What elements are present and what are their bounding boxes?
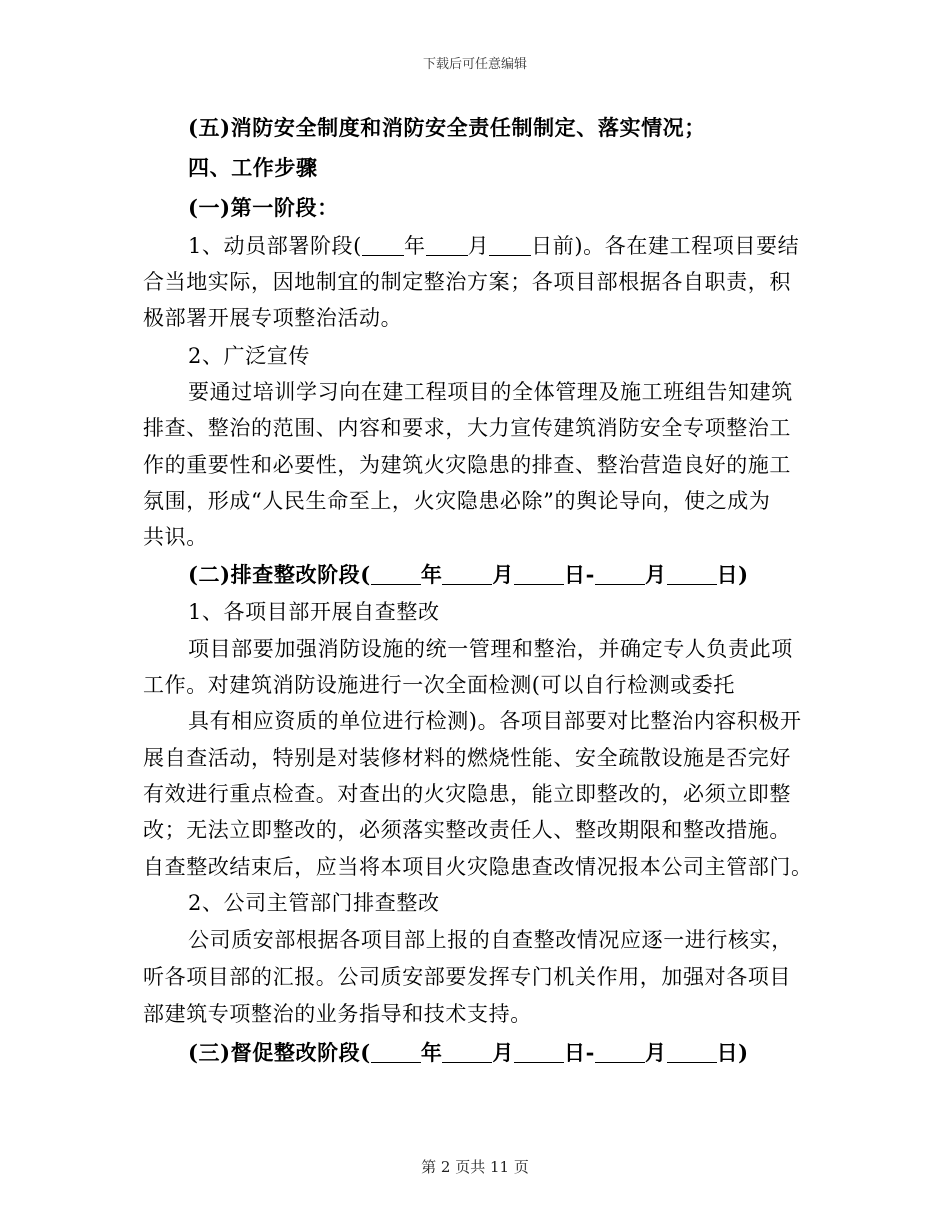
paragraph-line: [188, 230, 799, 260]
paragraph-line: 项目部要加强消防设施的统一管理和整治，并确定专人负责此项: [188, 637, 793, 661]
blank-field: [595, 563, 645, 585]
blank-field: [489, 234, 531, 256]
blank-field: [514, 1041, 564, 1063]
paragraph-line: 要通过培训学习向在建工程项目的全体管理及施工班组告知建筑: [188, 380, 793, 404]
text-fragment: 月: [492, 562, 515, 587]
paragraph-line: 排查、整治的范围、内容和要求，大力宣传建筑消防安全专项整治工: [143, 416, 791, 440]
text-fragment: 日前)。各在建工程项目要结: [531, 234, 800, 258]
blank-field: [595, 1041, 645, 1063]
text-fragment: (三)督促整改阶段(: [188, 1040, 371, 1065]
text-fragment: 日): [716, 1040, 749, 1065]
text-fragment: 日): [716, 562, 749, 587]
blank-field: [442, 563, 492, 585]
paragraph-heading: 1、各项目部开展自查整改: [188, 600, 440, 624]
subsection-heading: (一)第一阶段：: [188, 195, 339, 220]
text-fragment: 年: [420, 562, 443, 587]
paragraph-line: 公司质安部根据各项目部上报的自查整改情况应逐一进行核实，: [188, 928, 793, 952]
paragraph-line: 有效进行重点检查。对查出的火灾隐患，能立即整改的，必须立即整: [143, 782, 791, 806]
text-fragment: 年: [420, 1040, 443, 1065]
blank-field: [514, 563, 564, 585]
text-fragment: 月: [644, 1040, 667, 1065]
section-heading: 四、工作步骤: [188, 155, 318, 180]
blank-field: [667, 563, 717, 585]
blank-field: [426, 234, 468, 256]
blank-field: [371, 563, 421, 585]
blank-field: [442, 1041, 492, 1063]
subsection-heading: [188, 559, 749, 589]
text-fragment: 日-: [564, 1040, 595, 1065]
paragraph-line: 自查整改结束后，应当将本项目火灾隐患查改情况报本公司主管部门。: [143, 855, 813, 879]
text-fragment: 年: [403, 234, 426, 258]
page-header: 下载后可任意编辑: [422, 57, 527, 72]
text-fragment: 月: [492, 1040, 515, 1065]
paragraph-line: 具有相应资质的单位进行检测)。各项目部要对比整治内容积极开: [188, 709, 802, 733]
blank-field: [362, 234, 404, 256]
section-heading: (五)消防安全制度和消防安全责任制制定、落实情况；: [188, 115, 706, 140]
page-footer: 第 2 页共 11 页: [421, 1158, 529, 1176]
paragraph-line: 展自查活动，特别是对装修材料的燃烧性能、安全疏散设施是否完好: [143, 746, 791, 770]
paragraph-line: 工作。对建筑消防设施进行一次全面检测(可以自行检测或委托: [143, 673, 735, 697]
paragraph-line: 改；无法立即整改的，必须落实整改责任人、整改期限和整改措施。: [143, 818, 791, 842]
text-fragment: (二)排查整改阶段(: [188, 562, 371, 587]
paragraph-line: 氛围，形成“人民生命至上，火灾隐患必除”的舆论导向，使之成为: [143, 489, 771, 513]
subsection-heading: [188, 1037, 749, 1067]
text-fragment: 1、动员部署阶段(: [188, 234, 362, 258]
blank-field: [371, 1041, 421, 1063]
paragraph-line: 听各项目部的汇报。公司质安部要发挥专门机关作用，加强对各项目: [143, 965, 791, 989]
paragraph-line: 作的重要性和必要性，为建筑火灾隐患的排查、整治营造良好的施工: [143, 453, 791, 477]
blank-field: [667, 1041, 717, 1063]
paragraph-line: 极部署开展专项整治活动。: [143, 306, 403, 330]
paragraph-line: 共识。: [143, 525, 208, 549]
text-fragment: 日-: [564, 562, 595, 587]
paragraph-heading: 2、公司主管部门排查整改: [188, 891, 440, 915]
paragraph-line: 合当地实际，因地制宜的制定整治方案；各项目部根据各自职责，积: [143, 270, 791, 294]
text-fragment: 月: [467, 234, 490, 258]
paragraph-line: 部建筑专项整治的业务指导和技术支持。: [143, 1002, 532, 1026]
paragraph-heading: 2、广泛宣传: [188, 344, 310, 368]
text-fragment: 月: [644, 562, 667, 587]
